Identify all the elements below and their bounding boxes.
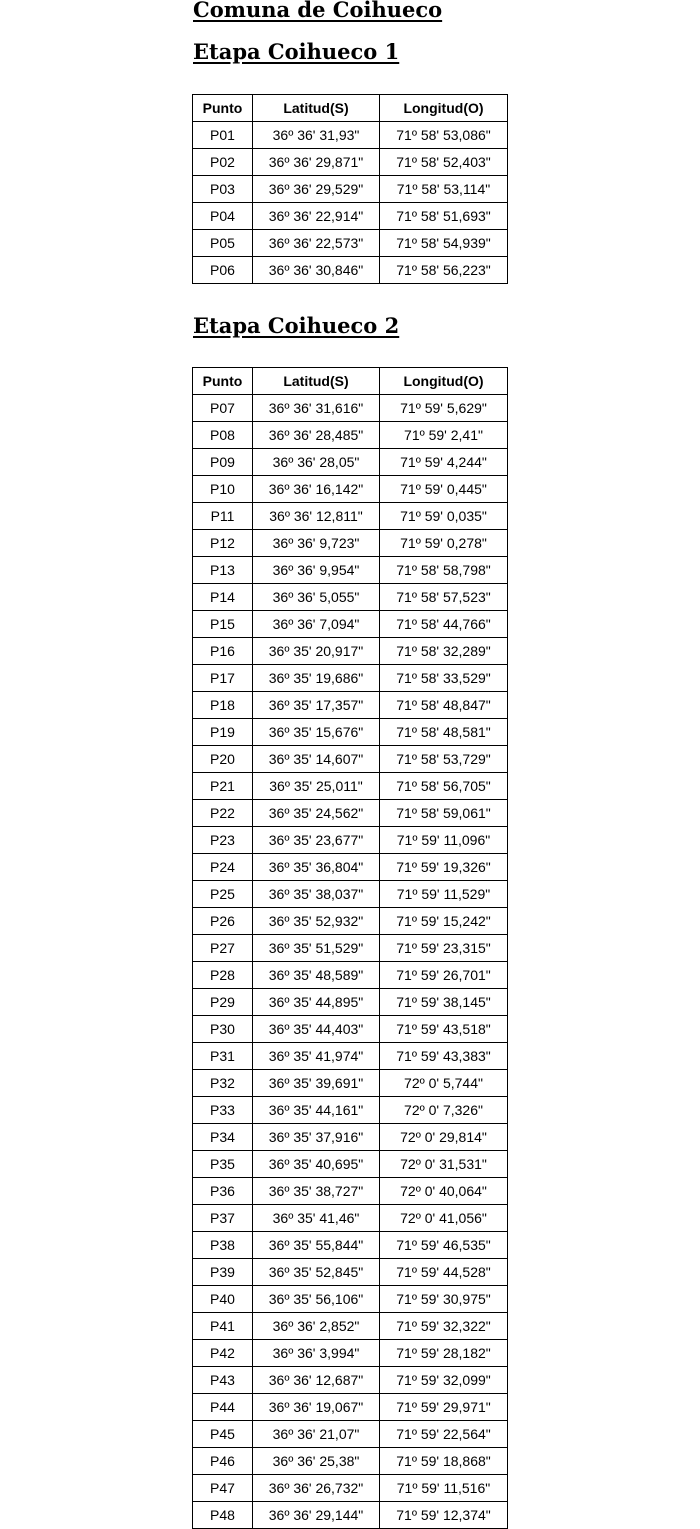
cell-longitud: 71º 58' 54,939" — [380, 230, 508, 257]
table-row — [193, 665, 508, 692]
etapa-1-title: Etapa Coihueco 1 — [193, 39, 400, 64]
cell-punto: P38 — [193, 1232, 253, 1259]
cell-punto: P34 — [193, 1124, 253, 1151]
etapa-1-rows — [193, 122, 508, 284]
cell-longitud: 71º 59' 0,035" — [380, 503, 508, 530]
cell-latitud: 36º 35' 40,695" — [253, 1151, 380, 1178]
cell-longitud: 71º 58' 48,847" — [380, 692, 508, 719]
cell-longitud: 71º 59' 32,099" — [380, 1367, 508, 1394]
etapa-2-title: Etapa Coihueco 2 — [193, 313, 400, 338]
table-row — [193, 962, 508, 989]
cell-longitud: 71º 59' 28,182" — [380, 1340, 508, 1367]
cell-latitud: 36º 35' 24,562" — [253, 800, 380, 827]
table-row — [193, 1448, 508, 1475]
cell-latitud: 36º 36' 9,723" — [253, 530, 380, 557]
table-row — [193, 935, 508, 962]
column-header-punto: Punto — [193, 95, 253, 122]
cell-longitud: 71º 59' 26,701" — [380, 962, 508, 989]
cell-latitud: 36º 36' 19,067" — [253, 1394, 380, 1421]
cell-punto: P14 — [193, 584, 253, 611]
cell-punto: P10 — [193, 476, 253, 503]
table-row — [193, 773, 508, 800]
table-row — [193, 1421, 508, 1448]
cell-punto: P46 — [193, 1448, 253, 1475]
cell-punto: P23 — [193, 827, 253, 854]
table-row — [193, 881, 508, 908]
cell-longitud: 71º 59' 30,975" — [380, 1286, 508, 1313]
cell-punto: P12 — [193, 530, 253, 557]
cell-latitud: 36º 35' 17,357" — [253, 692, 380, 719]
cell-punto: P24 — [193, 854, 253, 881]
cell-latitud: 36º 35' 14,607" — [253, 746, 380, 773]
cell-punto: P32 — [193, 1070, 253, 1097]
etapa-2-rows — [193, 395, 508, 1529]
cell-punto: P17 — [193, 665, 253, 692]
cell-longitud: 71º 59' 23,315" — [380, 935, 508, 962]
cell-longitud: 71º 59' 32,322" — [380, 1313, 508, 1340]
cell-longitud: 71º 58' 44,766" — [380, 611, 508, 638]
cell-longitud: 71º 59' 0,445" — [380, 476, 508, 503]
cell-latitud: 36º 35' 38,037" — [253, 881, 380, 908]
cell-latitud: 36º 36' 3,994" — [253, 1340, 380, 1367]
cell-longitud: 71º 59' 19,326" — [380, 854, 508, 881]
table-row — [193, 257, 508, 284]
cell-longitud: 71º 59' 12,374" — [380, 1502, 508, 1529]
cell-latitud: 36º 35' 19,686" — [253, 665, 380, 692]
cell-latitud: 36º 36' 25,38" — [253, 1448, 380, 1475]
cell-punto: P26 — [193, 908, 253, 935]
cell-longitud: 71º 59' 22,564" — [380, 1421, 508, 1448]
cell-longitud: 71º 58' 53,729" — [380, 746, 508, 773]
cell-latitud: 36º 35' 25,011" — [253, 773, 380, 800]
cell-latitud: 36º 35' 15,676" — [253, 719, 380, 746]
table-row — [193, 122, 508, 149]
cell-longitud: 72º 0' 5,744" — [380, 1070, 508, 1097]
cell-punto: P19 — [193, 719, 253, 746]
cell-punto: P03 — [193, 176, 253, 203]
cell-latitud: 36º 36' 26,732" — [253, 1475, 380, 1502]
cell-longitud: 71º 59' 46,535" — [380, 1232, 508, 1259]
cell-punto: P40 — [193, 1286, 253, 1313]
cell-longitud: 71º 58' 56,705" — [380, 773, 508, 800]
cell-punto: P13 — [193, 557, 253, 584]
table-row — [193, 557, 508, 584]
cell-longitud: 71º 59' 15,242" — [380, 908, 508, 935]
cell-punto: P15 — [193, 611, 253, 638]
column-header-punto: Punto — [193, 368, 253, 395]
column-header-longitud: Longitud(O) — [380, 368, 508, 395]
cell-punto: P06 — [193, 257, 253, 284]
cell-punto: P05 — [193, 230, 253, 257]
column-header-latitud: Latitud(S) — [253, 95, 380, 122]
table-row — [193, 746, 508, 773]
cell-punto: P11 — [193, 503, 253, 530]
table-row — [193, 449, 508, 476]
table-row — [193, 584, 508, 611]
cell-punto: P42 — [193, 1340, 253, 1367]
column-header-longitud: Longitud(O) — [380, 95, 508, 122]
table-row — [193, 1016, 508, 1043]
cell-latitud: 36º 36' 7,094" — [253, 611, 380, 638]
cell-longitud: 71º 59' 11,516" — [380, 1475, 508, 1502]
cell-punto: P21 — [193, 773, 253, 800]
cell-latitud: 36º 36' 9,954" — [253, 557, 380, 584]
cell-longitud: 71º 59' 29,971" — [380, 1394, 508, 1421]
table-row — [193, 719, 508, 746]
cell-longitud: 71º 59' 38,145" — [380, 989, 508, 1016]
cell-latitud: 36º 35' 48,589" — [253, 962, 380, 989]
table-row — [193, 1232, 508, 1259]
cell-latitud: 36º 36' 12,687" — [253, 1367, 380, 1394]
cell-latitud: 36º 35' 41,974" — [253, 1043, 380, 1070]
etapa-1-table — [192, 94, 508, 284]
cell-latitud: 36º 35' 44,161" — [253, 1097, 380, 1124]
table-row — [193, 827, 508, 854]
cell-punto: P01 — [193, 122, 253, 149]
cell-latitud: 36º 36' 28,485" — [253, 422, 380, 449]
cell-punto: P39 — [193, 1259, 253, 1286]
cell-longitud: 72º 0' 7,326" — [380, 1097, 508, 1124]
cell-latitud: 36º 36' 31,616" — [253, 395, 380, 422]
cell-longitud: 71º 58' 56,223" — [380, 257, 508, 284]
cell-punto: P33 — [193, 1097, 253, 1124]
cell-longitud: 72º 0' 31,531" — [380, 1151, 508, 1178]
table-row — [193, 1097, 508, 1124]
cell-latitud: 36º 35' 38,727" — [253, 1178, 380, 1205]
cell-latitud: 36º 36' 29,529" — [253, 176, 380, 203]
cell-latitud: 36º 36' 2,852" — [253, 1313, 380, 1340]
cell-longitud: 71º 58' 32,289" — [380, 638, 508, 665]
cell-punto: P04 — [193, 203, 253, 230]
cell-latitud: 36º 35' 37,916" — [253, 1124, 380, 1151]
table-row — [193, 638, 508, 665]
table-row — [193, 1394, 508, 1421]
table-row — [193, 1178, 508, 1205]
cell-latitud: 36º 35' 52,845" — [253, 1259, 380, 1286]
cell-longitud: 71º 59' 5,629" — [380, 395, 508, 422]
cell-latitud: 36º 36' 28,05" — [253, 449, 380, 476]
cell-longitud: 71º 58' 53,114" — [380, 176, 508, 203]
cell-latitud: 36º 36' 21,07" — [253, 1421, 380, 1448]
table-row — [193, 1070, 508, 1097]
etapa-2-table — [192, 367, 508, 1529]
cell-latitud: 36º 35' 20,917" — [253, 638, 380, 665]
cell-punto: P18 — [193, 692, 253, 719]
cell-longitud: 72º 0' 41,056" — [380, 1205, 508, 1232]
cell-longitud: 71º 59' 44,528" — [380, 1259, 508, 1286]
cell-latitud: 36º 36' 12,811" — [253, 503, 380, 530]
cell-latitud: 36º 36' 30,846" — [253, 257, 380, 284]
table-row — [193, 149, 508, 176]
cell-punto: P20 — [193, 746, 253, 773]
table-row — [193, 1286, 508, 1313]
cell-punto: P44 — [193, 1394, 253, 1421]
cell-longitud: 71º 59' 43,518" — [380, 1016, 508, 1043]
cell-punto: P37 — [193, 1205, 253, 1232]
cell-longitud: 71º 59' 11,096" — [380, 827, 508, 854]
cell-punto: P02 — [193, 149, 253, 176]
cell-latitud: 36º 35' 41,46" — [253, 1205, 380, 1232]
table-header-row — [193, 368, 508, 395]
table-row — [193, 203, 508, 230]
cell-longitud: 71º 59' 4,244" — [380, 449, 508, 476]
cell-longitud: 71º 58' 59,061" — [380, 800, 508, 827]
table-row — [193, 1367, 508, 1394]
document-title: Comuna de Coihueco — [193, 0, 443, 22]
cell-latitud: 36º 35' 44,403" — [253, 1016, 380, 1043]
cell-longitud: 71º 58' 33,529" — [380, 665, 508, 692]
table-row — [193, 908, 508, 935]
cell-punto: P43 — [193, 1367, 253, 1394]
cell-latitud: 36º 36' 22,914" — [253, 203, 380, 230]
table-row — [193, 611, 508, 638]
cell-latitud: 36º 36' 5,055" — [253, 584, 380, 611]
cell-latitud: 36º 35' 55,844" — [253, 1232, 380, 1259]
table-row — [193, 1151, 508, 1178]
table-row — [193, 854, 508, 881]
cell-latitud: 36º 35' 51,529" — [253, 935, 380, 962]
cell-latitud: 36º 35' 39,691" — [253, 1070, 380, 1097]
cell-punto: P30 — [193, 1016, 253, 1043]
table-row — [193, 530, 508, 557]
cell-latitud: 36º 35' 52,932" — [253, 908, 380, 935]
cell-longitud: 71º 58' 48,581" — [380, 719, 508, 746]
cell-punto: P07 — [193, 395, 253, 422]
table-row — [193, 1259, 508, 1286]
cell-longitud: 71º 59' 11,529" — [380, 881, 508, 908]
cell-longitud: 71º 59' 43,383" — [380, 1043, 508, 1070]
cell-longitud: 72º 0' 29,814" — [380, 1124, 508, 1151]
table-row — [193, 476, 508, 503]
cell-punto: P35 — [193, 1151, 253, 1178]
column-header-latitud: Latitud(S) — [253, 368, 380, 395]
table-row — [193, 230, 508, 257]
table-row — [193, 1475, 508, 1502]
cell-latitud: 36º 35' 56,106" — [253, 1286, 380, 1313]
table-row — [193, 176, 508, 203]
cell-punto: P36 — [193, 1178, 253, 1205]
table-row — [193, 422, 508, 449]
cell-longitud: 71º 58' 52,403" — [380, 149, 508, 176]
cell-punto: P48 — [193, 1502, 253, 1529]
cell-longitud: 71º 59' 2,41" — [380, 422, 508, 449]
table-header-row — [193, 95, 508, 122]
cell-punto: P16 — [193, 638, 253, 665]
cell-punto: P45 — [193, 1421, 253, 1448]
table-row — [193, 1340, 508, 1367]
cell-longitud: 71º 59' 0,278" — [380, 530, 508, 557]
cell-longitud: 71º 58' 53,086" — [380, 122, 508, 149]
table-row — [193, 1502, 508, 1529]
table-row — [193, 1205, 508, 1232]
table-row — [193, 395, 508, 422]
cell-punto: P08 — [193, 422, 253, 449]
cell-latitud: 36º 36' 29,144" — [253, 1502, 380, 1529]
cell-longitud: 71º 58' 51,693" — [380, 203, 508, 230]
cell-punto: P22 — [193, 800, 253, 827]
table-row — [193, 1313, 508, 1340]
cell-punto: P28 — [193, 962, 253, 989]
cell-latitud: 36º 35' 44,895" — [253, 989, 380, 1016]
cell-latitud: 36º 35' 36,804" — [253, 854, 380, 881]
table-row — [193, 1124, 508, 1151]
cell-latitud: 36º 35' 23,677" — [253, 827, 380, 854]
table-row — [193, 800, 508, 827]
cell-latitud: 36º 36' 22,573" — [253, 230, 380, 257]
table-row — [193, 503, 508, 530]
table-row — [193, 1043, 508, 1070]
table-row — [193, 692, 508, 719]
cell-latitud: 36º 36' 31,93" — [253, 122, 380, 149]
cell-latitud: 36º 36' 16,142" — [253, 476, 380, 503]
cell-punto: P27 — [193, 935, 253, 962]
cell-punto: P25 — [193, 881, 253, 908]
cell-punto: P31 — [193, 1043, 253, 1070]
cell-punto: P09 — [193, 449, 253, 476]
cell-punto: P29 — [193, 989, 253, 1016]
cell-longitud: 72º 0' 40,064" — [380, 1178, 508, 1205]
cell-latitud: 36º 36' 29,871" — [253, 149, 380, 176]
cell-longitud: 71º 58' 58,798" — [380, 557, 508, 584]
cell-longitud: 71º 58' 57,523" — [380, 584, 508, 611]
cell-punto: P41 — [193, 1313, 253, 1340]
cell-punto: P47 — [193, 1475, 253, 1502]
table-row — [193, 989, 508, 1016]
cell-longitud: 71º 59' 18,868" — [380, 1448, 508, 1475]
